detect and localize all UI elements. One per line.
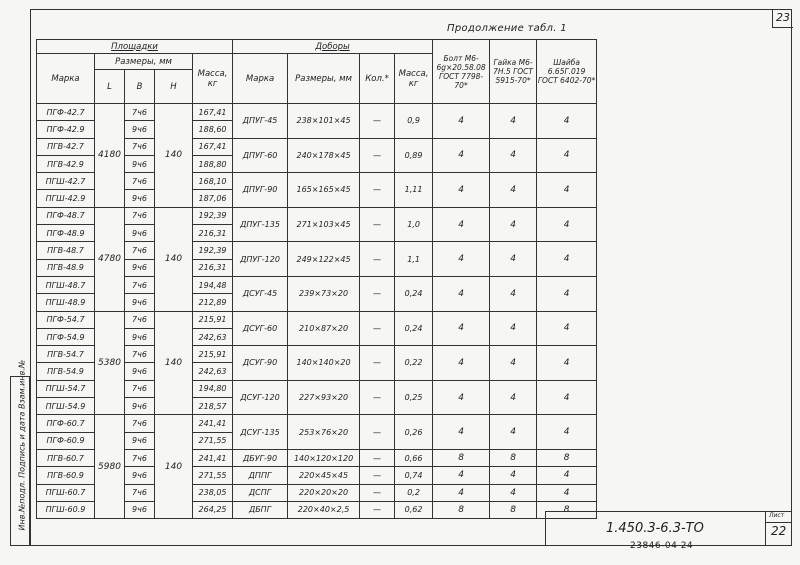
platform-B: 7ч6 [125,207,155,224]
platform-B: 7ч6 [125,311,155,328]
platform-B: 7ч6 [125,138,155,155]
addition-nut: 4 [490,207,537,242]
platform-mark: ПГШ-54.9 [37,398,95,415]
header-mark: Марка [37,54,95,104]
platform-mark: ПГВ-42.9 [37,155,95,172]
addition-nut: 8 [490,501,537,518]
addition-washer: 4 [537,484,597,501]
platform-mark: ПГШ-48.9 [37,294,95,311]
platform-mass: 242,63 [193,363,233,380]
platform-mass: 264,25 [193,501,233,518]
platform-B: 9ч6 [125,155,155,172]
header-platforms: Площадки [37,40,233,54]
platform-mark: ПГФ-54.9 [37,328,95,345]
addition-qty: — [360,207,395,242]
addition-size: 140×140×20 [288,346,360,381]
addition-size: 239×73×20 [288,276,360,311]
platform-B: 7ч6 [125,346,155,363]
addition-nut: 4 [490,104,537,139]
addition-mass: 0,26 [395,415,433,450]
platform-mass: 194,48 [193,276,233,293]
addition-mark: ДПУГ-90 [233,173,288,208]
table-row [37,311,597,328]
group-H: 140 [155,415,193,519]
addition-washer: 4 [537,467,597,484]
platform-mark: ПГШ-48.7 [37,276,95,293]
addition-mark: ДСУГ-45 [233,276,288,311]
addition-mass: 0,2 [395,484,433,501]
addition-bolt: 4 [433,138,490,173]
platform-B: 7ч6 [125,380,155,397]
platform-mass: 167,41 [193,138,233,155]
header-mark2: Марка [233,54,288,104]
continuation-note: Продолжение табл. 1 [447,23,567,34]
addition-bolt: 4 [433,380,490,415]
addition-size: 227×93×20 [288,380,360,415]
platform-B: 9ч6 [125,398,155,415]
platform-mark: ПГФ-54.7 [37,311,95,328]
addition-size: 238×101×45 [288,104,360,139]
platform-mass: 271,55 [193,432,233,449]
addition-mark: ДСУГ-135 [233,415,288,450]
addition-nut: 4 [490,173,537,208]
addition-size: 220×40×2,5 [288,501,360,518]
header-sizes: Размеры, мм [95,54,193,70]
addition-size: 253×76×20 [288,415,360,450]
addition-mark: ДСПГ [233,484,288,501]
header-mass: Масса, кг [193,54,233,104]
platform-B: 7ч6 [125,484,155,501]
addition-mass: 0,24 [395,311,433,346]
addition-nut: 4 [490,415,537,450]
addition-qty: — [360,242,395,277]
table-row [37,104,597,121]
platform-mass: 216,31 [193,225,233,242]
archive-number: 23846-04 24 [630,541,694,551]
platform-B: 9ч6 [125,121,155,138]
addition-bolt: 4 [433,104,490,139]
sheet-number: 22 [771,524,787,538]
addition-size: 140×120×120 [288,449,360,466]
addition-nut: 4 [490,242,537,277]
addition-nut: 4 [490,380,537,415]
platform-mark: ПГФ-48.7 [37,207,95,224]
platform-mass: 192,39 [193,242,233,259]
platform-mass: 218,57 [193,398,233,415]
addition-qty: — [360,276,395,311]
addition-mark: ДППГ [233,467,288,484]
addition-mass: 0,62 [395,501,433,518]
addition-mass: 0,74 [395,467,433,484]
platform-mark: ПГВ-60.9 [37,467,95,484]
addition-qty: — [360,415,395,450]
group-L: 5980 [95,415,125,519]
platform-mass: 238,05 [193,484,233,501]
platform-mass: 242,63 [193,328,233,345]
addition-size: 271×103×45 [288,207,360,242]
addition-washer: 4 [537,415,597,450]
platform-mass: 216,31 [193,259,233,276]
header-H: Н [155,70,193,104]
table-row [37,207,597,224]
sheet-label: Лист [769,512,785,519]
platform-mark: ПГШ-60.9 [37,501,95,518]
platform-mass: 215,91 [193,311,233,328]
platform-B: 9ч6 [125,501,155,518]
platform-mass: 167,41 [193,104,233,121]
platform-B: 7ч6 [125,449,155,466]
platform-B: 9ч6 [125,467,155,484]
group-L: 5380 [95,311,125,415]
sheet-cell [765,512,792,545]
addition-nut: 4 [490,138,537,173]
addition-mark: ДБПГ [233,501,288,518]
platform-mark: ПГВ-42.7 [37,138,95,155]
platform-mass: 188,80 [193,155,233,172]
addition-mark: ДБУГ-90 [233,449,288,466]
addition-bolt: 4 [433,311,490,346]
platform-mass: 241,41 [193,415,233,432]
addition-qty: — [360,311,395,346]
addition-mark: ДПУГ-60 [233,138,288,173]
platform-B: 7ч6 [125,242,155,259]
addition-nut: 4 [490,346,537,381]
addition-mark: ДСУГ-90 [233,346,288,381]
platform-B: 7ч6 [125,415,155,432]
addition-nut: 4 [490,276,537,311]
addition-mark: ДСУГ-120 [233,380,288,415]
addition-qty: — [360,173,395,208]
addition-size: 220×45×45 [288,467,360,484]
addition-mass: 0,22 [395,346,433,381]
addition-mass: 1,11 [395,173,433,208]
sheet-divider [766,522,792,523]
addition-qty: — [360,104,395,139]
platform-B: 9ч6 [125,432,155,449]
addition-washer: 4 [537,276,597,311]
platform-B: 7ч6 [125,104,155,121]
sidebar-text: Инв.№подл. Подпись и дата Взам.инв.№ [17,359,27,531]
addition-qty: — [360,380,395,415]
addition-washer: 4 [537,311,597,346]
addition-washer: 4 [537,380,597,415]
platform-mark: ПГШ-42.9 [37,190,95,207]
platform-mark: ПГВ-48.7 [37,242,95,259]
header-washer: Шайба 6.65Г.019 ГОСТ 6402-70* [537,40,597,104]
header-mass2: Масса, кг [395,54,433,104]
addition-nut: 4 [490,311,537,346]
header-L: L [95,70,125,104]
platform-mark: ПГШ-54.7 [37,380,95,397]
addition-bolt: 4 [433,242,490,277]
platform-mark: ПГФ-42.7 [37,104,95,121]
table-row [37,415,597,432]
addition-nut: 4 [490,484,537,501]
group-H: 140 [155,104,193,208]
addition-qty: — [360,346,395,381]
specification-table [36,39,597,519]
header-bolt: Болт М6-6g×20.58.08 ГОСТ 7798-70* [433,40,490,104]
addition-bolt: 4 [433,346,490,381]
platform-B: 9ч6 [125,294,155,311]
platform-mark: ПГВ-48.9 [37,259,95,276]
platform-B: 7ч6 [125,173,155,190]
addition-size: 165×165×45 [288,173,360,208]
addition-washer: 4 [537,242,597,277]
addition-bolt: 4 [433,276,490,311]
addition-bolt: 4 [433,415,490,450]
platform-mass: 168,10 [193,173,233,190]
header-B: В [125,70,155,104]
header-qty: Кол.* [360,54,395,104]
addition-mass: 0,24 [395,276,433,311]
page-number-top: 23 [772,9,793,28]
addition-mass: 1,0 [395,207,433,242]
addition-mass: 0,66 [395,449,433,466]
addition-mark: ДПУГ-45 [233,104,288,139]
document-code: 1.450.3-6.3-ТО [606,521,704,536]
group-L: 4780 [95,207,125,311]
platform-mass: 212,89 [193,294,233,311]
addition-washer: 4 [537,104,597,139]
addition-mass: 1,1 [395,242,433,277]
platform-B: 9ч6 [125,190,155,207]
platform-mark: ПГФ-48.9 [37,225,95,242]
addition-bolt: 8 [433,501,490,518]
addition-qty: — [360,138,395,173]
addition-size: 210×87×20 [288,311,360,346]
addition-mass: 0,9 [395,104,433,139]
addition-nut: 8 [490,449,537,466]
addition-qty: — [360,467,395,484]
addition-qty: — [360,484,395,501]
signature-sidebar [10,359,30,546]
addition-size: 220×20×20 [288,484,360,501]
addition-washer: 8 [537,501,597,518]
addition-bolt: 4 [433,173,490,208]
header-sizes2: Размеры, мм [288,54,360,104]
addition-qty: — [360,501,395,518]
group-L: 4180 [95,104,125,208]
addition-bolt: 4 [433,484,490,501]
addition-mass: 0,25 [395,380,433,415]
addition-qty: — [360,449,395,466]
group-H: 140 [155,207,193,311]
addition-mass: 0,89 [395,138,433,173]
addition-washer: 4 [537,346,597,381]
addition-mark: ДПУГ-135 [233,207,288,242]
platform-mass: 241,41 [193,449,233,466]
platform-mark: ПГШ-60.7 [37,484,95,501]
addition-size: 240×178×45 [288,138,360,173]
platform-mass: 188,60 [193,121,233,138]
addition-nut: 4 [490,467,537,484]
platform-mass: 194,80 [193,380,233,397]
addition-bolt: 4 [433,207,490,242]
platform-B: 9ч6 [125,225,155,242]
header-additions: Доборы [233,40,433,54]
addition-bolt: 8 [433,449,490,466]
platform-mass: 192,39 [193,207,233,224]
addition-washer: 4 [537,173,597,208]
addition-mark: ДПУГ-120 [233,242,288,277]
platform-B: 9ч6 [125,328,155,345]
platform-mark: ПГВ-60.7 [37,449,95,466]
group-H: 140 [155,311,193,415]
platform-mass: 215,91 [193,346,233,363]
platform-mass: 187,06 [193,190,233,207]
addition-mark: ДСУГ-60 [233,311,288,346]
table-body [37,104,597,519]
addition-washer: 4 [537,138,597,173]
platform-mark: ПГФ-60.7 [37,415,95,432]
header-nut: Гайка М6-7Н.5 ГОСТ 5915-70* [490,40,537,104]
platform-mark: ПГФ-60.9 [37,432,95,449]
platform-B: 9ч6 [125,259,155,276]
addition-washer: 8 [537,449,597,466]
addition-size: 249×122×45 [288,242,360,277]
addition-bolt: 4 [433,467,490,484]
platform-B: 9ч6 [125,363,155,380]
platform-mark: ПГВ-54.7 [37,346,95,363]
platform-mark: ПГШ-42.7 [37,173,95,190]
platform-mark: ПГВ-54.9 [37,363,95,380]
platform-mass: 271,55 [193,467,233,484]
platform-mark: ПГФ-42.9 [37,121,95,138]
addition-washer: 4 [537,207,597,242]
platform-B: 7ч6 [125,276,155,293]
